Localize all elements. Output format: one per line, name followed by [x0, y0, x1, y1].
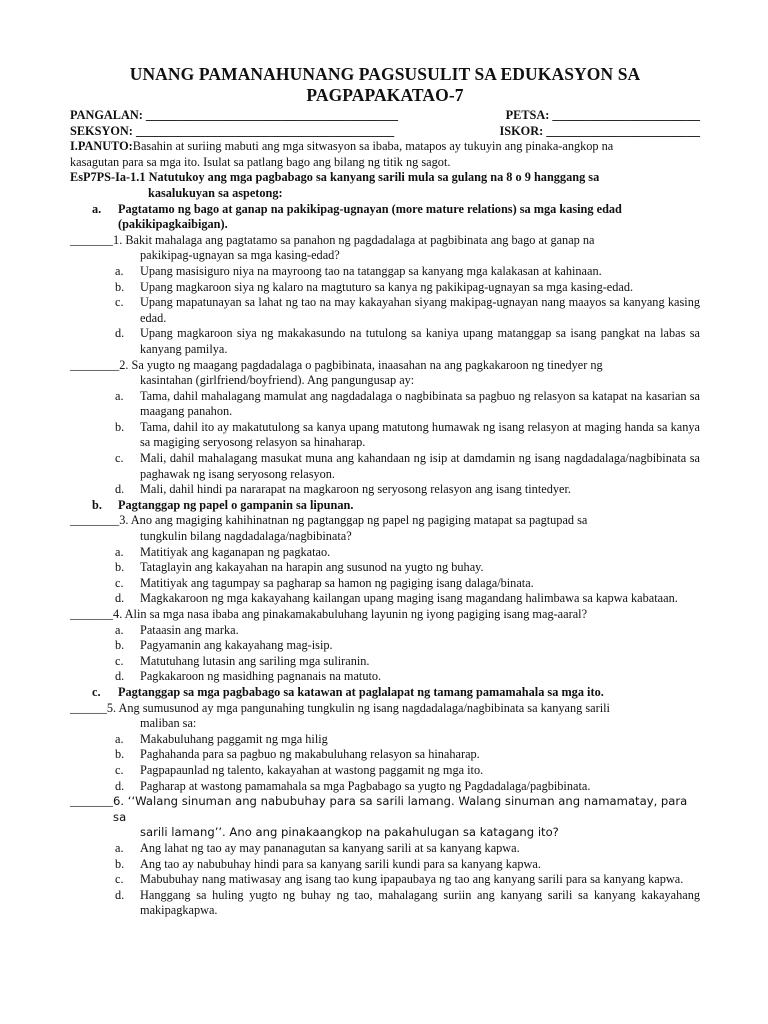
option-text: Tama, dahil mahalagang mamulat ang nagdadalaga o nagbibinata sa pagbuo ng relasyon sa katapat na kasarian sa maagang panahon.: [140, 388, 700, 419]
answer-blank[interactable]: ______: [70, 700, 107, 715]
question: [70, 794, 700, 919]
option-text: Matitiyak ang kaganapan ng pagkatao.: [140, 544, 331, 559]
question-row: [70, 358, 700, 374]
instructions-line2: kasagutan para sa mga ito. Isulat sa patlang bago ang bilang ng titik ng sagot.: [70, 154, 451, 169]
option-letter: a.: [115, 263, 124, 278]
answer-option: [70, 623, 700, 639]
instructions-line1: Basahin at suriing mabuti ang mga sitwasyon sa ibaba, matapos ay tukuyin ang pinaka-angkop na: [132, 139, 614, 154]
instructions: [70, 139, 700, 170]
answer-option: [70, 779, 700, 795]
option-letter: d.: [115, 669, 125, 684]
answer-option: [70, 591, 700, 607]
option-letter: b.: [115, 279, 125, 294]
option-letter: c.: [115, 575, 124, 590]
option-text: Tama, dahil ito ay makatutulong sa kanya upang matutong humawak ng isang relasyon at maging handa sa kanya sa magiging seryosong relasyon sa hinaharap.: [140, 419, 700, 450]
option-letter: c.: [115, 653, 124, 668]
section-title: Pagtatamo ng bago at ganap na pakikipag-ugnayan (more mature relations) sa mga kasing edad (pakikipagkaibigan).: [118, 201, 622, 232]
answer-blank[interactable]: _______: [70, 794, 114, 809]
question-row: [70, 607, 700, 623]
answer-option: [70, 420, 700, 451]
iskor-field[interactable]: ISKOR: _________________________: [499, 123, 700, 138]
option-letter: d.: [115, 591, 125, 606]
section-letter: b.: [92, 497, 102, 512]
option-letter: d.: [115, 482, 125, 497]
answer-option: [70, 326, 700, 357]
question-row: [70, 513, 700, 529]
option-text: Upang magkaroon siya ng makakasundo na tutulong sa kaniya upang matanggap sa isang pangkat na labas sa kanyang pamilya.: [140, 326, 700, 356]
option-letter: c.: [115, 762, 124, 777]
question-text-continued: maliban sa:: [140, 716, 197, 731]
option-letter: b.: [115, 560, 125, 575]
option-text: Pagpapaunlad ng talento, kakayahan at wastong paggamit ng mga ito.: [140, 762, 484, 777]
answer-option: [70, 654, 700, 670]
competency-line2: kasalukuyan sa aspetong:: [148, 185, 283, 200]
option-letter: a.: [115, 544, 124, 559]
option-text: Upang mapatunayan sa lahat ng tao na may kakayahan siyang makipag-ugnayan nang maayos sa kanyang kasing edad.: [140, 295, 700, 325]
instructions-label: I.PANUTO:: [70, 139, 133, 154]
question-row: [70, 701, 700, 717]
question: [70, 358, 700, 498]
answer-option: [70, 295, 700, 326]
option-text: Tataglayin ang kakayahan na harapin ang susunod na yugto ng buhay.: [140, 560, 484, 575]
option-letter: c.: [115, 451, 124, 466]
answer-option: [70, 560, 700, 576]
option-letter: c.: [115, 872, 124, 887]
option-text: Matitiyak ang tagumpay sa pagharap sa hamon ng pagiging isang dalaga/binata.: [140, 575, 534, 590]
section-title: Pagtanggap ng papel o gampanin sa lipunan.: [118, 497, 354, 512]
answer-option: [70, 264, 700, 280]
question-text-continued: sarili lamang’’. Ano ang pinakaangkop na pakahulugan sa katagang ito?: [140, 825, 559, 840]
question-text: 5. Ang sumusunod ay mga pangunahing tungkulin ng isang nagdadalaga/nagbibinata sa kanyang sarili: [106, 700, 610, 715]
answer-option: [70, 732, 700, 748]
section-letter: a.: [92, 201, 102, 216]
answer-blank[interactable]: ________: [70, 513, 120, 528]
section-heading: [70, 685, 700, 701]
section-heading: [70, 498, 700, 514]
question-text-continued: pakikipag-ugnayan sa mga kasing-edad?: [140, 248, 340, 263]
exam-title-line2: PAGPAPAKATAO-7: [306, 85, 464, 105]
option-letter: a.: [115, 731, 124, 746]
petsa-field[interactable]: PETSA: ________________________: [505, 108, 700, 122]
option-letter: a.: [115, 388, 124, 403]
answer-option: [70, 545, 700, 561]
seksyon-field[interactable]: SEKSYON: __________________________________________: [70, 123, 395, 138]
option-letter: d.: [115, 326, 125, 341]
answer-option: [70, 638, 700, 654]
option-letter: d.: [115, 887, 125, 902]
option-text: Upang magkaroon siya ng kalaro na magtuturo sa kanya ng pakikipag-ugnayan sa mga kasing-edad.: [140, 279, 634, 294]
question-text: 6. ‘‘Walang sinuman ang nabubuhay para sa sarili lamang. Walang sinuman ang namamatay, para sa: [113, 794, 688, 824]
pangalan-field[interactable]: PANGALAN: _________________________________________: [70, 108, 399, 122]
section-heading: [70, 202, 700, 233]
answer-option: [70, 747, 700, 763]
name-date-row: [70, 108, 700, 124]
option-letter: b.: [115, 638, 125, 653]
option-text: Pagharap at wastong pamamahala sa mga Pagbabago sa yugto ng Pagdadalaga/pagbibinata.: [140, 778, 591, 793]
option-letter: a.: [115, 622, 124, 637]
answer-option: [70, 888, 700, 919]
question-text: 2. Sa yugto ng maagang pagdadalaga o pagbibinata, inaasahan na ang pagkakaroon ng tinedyer ng: [119, 357, 603, 372]
question-text: 1. Bakit mahalaga ang pagtatamo sa panahon ng pagdadalaga at pagbibinata ang bago at ganap na: [113, 232, 595, 247]
option-text: Magkakaroon ng mga kakayahang kailangan upang maging isang magandang halimbawa sa kapwa kabataan.: [140, 591, 678, 606]
competency: [70, 170, 700, 201]
question-sections: [70, 202, 700, 919]
exam-title-line1: UNANG PAMANAHUNANG PAGSUSULIT SA EDUKASYON SA: [129, 64, 641, 84]
option-text: Ang tao ay nabubuhay hindi para sa kanyang sarili kundi para sa kanyang kapwa.: [140, 856, 541, 871]
exam-page: [70, 64, 700, 919]
answer-option: [70, 280, 700, 296]
question-text: 4. Alin sa mga nasa ibaba ang pinakamakabuluhang layunin ng iyong pagiging isang mag-aaral?: [113, 607, 588, 621]
answer-option: [70, 841, 700, 857]
question: [70, 701, 700, 795]
option-text: Pataasin ang marka.: [140, 622, 239, 637]
answer-option: [70, 451, 700, 482]
section-letter: c.: [92, 684, 101, 699]
option-text: Paghahanda para sa pagbuo ng makabuluhang relasyon sa hinaharap.: [140, 747, 480, 762]
answer-option: [70, 482, 700, 498]
option-text: Mali, dahil hindi pa nararapat na magkaroon ng seryosong relasyon ang isang tintedyer.: [140, 482, 571, 497]
answer-option: [70, 576, 700, 592]
question-text: 3. Ano ang magiging kahihinatnan ng pagtanggap ng papel ng pagiging matapat sa pagtupad sa: [119, 513, 588, 528]
answer-blank[interactable]: _______: [70, 232, 114, 247]
option-text: Mali, dahil mahalagang masukat muna ang kahandaan ng isip at damdamin ng isang nagdadalaga/nagbibinata sa paghawak ng isang seryosong relasyon.: [140, 451, 700, 481]
option-letter: b.: [115, 856, 125, 871]
question-row: [70, 233, 700, 249]
section-score-row: [70, 124, 700, 140]
answer-option: [70, 389, 700, 420]
option-letter: a.: [115, 840, 124, 855]
option-letter: d.: [115, 778, 125, 793]
option-text: Ang lahat ng tao ay may pananagutan sa kanyang sarili at sa kanyang kapwa.: [140, 840, 520, 855]
section-title: Pagtanggap sa mga pagbabago sa katawan at paglalapat ng tamang pamamahala sa mga ito.: [118, 684, 604, 699]
question: [70, 607, 700, 685]
option-text: Mabubuhay nang matiwasay ang isang tao kung ipapaubaya ng tao ang kanyang sarili para sa kanyang kapwa.: [140, 872, 684, 887]
option-text: Hanggang sa huling yugto ng buhay ng tao, mahalagang suriin ang kanyang sarili sa kanyang kakayahang makipagkapwa.: [140, 887, 700, 918]
question: [70, 233, 700, 358]
option-text: Pagyamanin ang kakayahang mag-isip.: [140, 638, 333, 653]
answer-option: [70, 763, 700, 779]
option-letter: b.: [115, 419, 125, 434]
exam-title: [70, 64, 700, 106]
question-text-continued: tungkulin bilang nagdadalaga/nagbibinata?: [140, 529, 352, 544]
answer-blank[interactable]: ________: [70, 357, 120, 372]
competency-line1: EsP7PS-Ia-1.1 Natutukoy ang mga pagbabago sa kanyang sarili mula sa gulang na 8 o 9 hanggang sa: [70, 170, 600, 185]
answer-option: [70, 669, 700, 685]
answer-option: [70, 872, 700, 888]
option-text: Upang masisiguro niya na mayroong tao na tatanggap sa kanyang mga kalakasan at kahinaan.: [140, 263, 602, 278]
option-text: Pagkakaroon ng masidhing pagnanais na matuto.: [140, 669, 382, 684]
option-letter: c.: [115, 295, 124, 310]
answer-blank[interactable]: _______: [70, 607, 114, 621]
option-text: Matutuhang lutasin ang sariling mga suliranin.: [140, 653, 370, 668]
question-text-continued: kasintahan (girlfriend/boyfriend). Ang pangungusap ay:: [140, 373, 415, 388]
answer-option: [70, 857, 700, 873]
question: [70, 513, 700, 607]
question-row: [70, 794, 700, 825]
option-letter: b.: [115, 747, 125, 762]
option-text: Makabuluhang paggamit ng mga hilig: [140, 731, 328, 746]
